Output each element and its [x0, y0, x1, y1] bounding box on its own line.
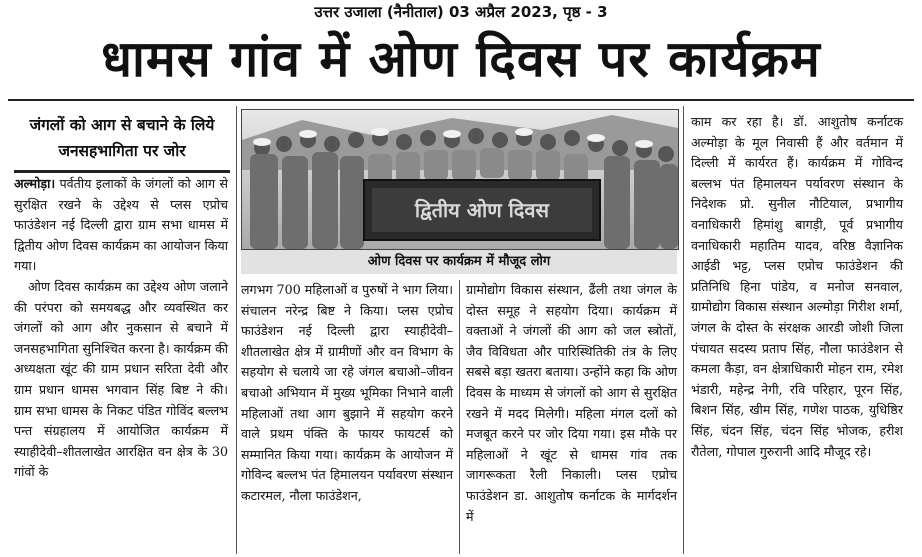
subheadline: जंगलों को आग से बचाने के लिये जनसहभागिता पर जोर — [29, 116, 215, 160]
article-column-3 — [466, 280, 677, 527]
article-column-2 — [241, 280, 453, 507]
column-divider — [236, 106, 237, 554]
masthead: उत्तर उजाला (नैनीताल) 03 अप्रैल 2023, पृष्ठ - 3 — [314, 3, 608, 21]
rally-banner — [364, 180, 600, 240]
subhead-rule — [14, 170, 230, 173]
news-photo — [241, 109, 679, 250]
banner-text: द्वितीय ओण दिवस — [414, 198, 550, 222]
headline-rule — [8, 99, 914, 101]
article-text: पर्वतीय इलाकों के जंगलों को आग से सुरक्षित रखने के उद्देश्य से प्लस एप्रोच फाउंडेशन नई दिल्ली द्वारा ग्राम सभा धामस में द्वितीय ओण दिवस कार्यक्रम का आयोजन किया गया। — [14, 176, 228, 274]
article-paragraph: ग्रामोद्योग विकास संस्थान, ढैंली तथा जंगल के दोस्त समूह ने सहयोग दिया। कार्यक्रम में वक्ताओं ने जंगलों की आग को जल स्त्रोतों, जैव विविधता और पारिस्थितिकी तंत्र के लिए सबसे बड़ा खतरा बताया। उन्होंने कहा कि ओण दिवस के माध्यम से जंगलों को आग से सुरक्षित रखने में मदद मिलेगी। महिला मंगल दलों को मजबूत करने पर जोर दिया गया। इस मौके पर महिलाओं ने खूंट से धामस गांव तक जागरूकता रैली निकाली। प्लस एप्रोच फाउंडेशन डा. आशुतोष कर्नाटक के मार्गदर्शन में — [466, 282, 677, 524]
article-column-4 — [691, 112, 903, 462]
article-paragraph: लगभग 700 महिलाओं व पुरुषों ने भाग लिया। संचालन नरेन्द्र बिष्ट ने किया। प्लस एप्रोच फाउंडेशन नई दिल्ली द्वारा स्याहीदेवी–शीतलाखेत क्षेत्र में ग्रामीणों और वन विभाग के सहयोग से चलाये जा रहे जंगल बचाओ–जीवन बचाओ अभियान में मुख्य भूमिका निभाने वाली महिलाओं तथा आग बुझाने में सहयोग करने वाले प्रथम पंक्ति के फायर फायटर्स को सम्मानित किया गया। कार्यक्रम के आयोजन में गोविन्द बल्लभ पंत हिमालयन पर्यावरण संस्थान कटारमल, नौला फाउंडेशन, — [241, 282, 453, 503]
photo-caption: ओण दिवस पर कार्यक्रम में मौजूद लोग — [241, 250, 677, 274]
column-divider — [459, 280, 460, 554]
article-paragraph: ओण दिवस कार्यक्रम का उद्देश्य ओण जलाने की परंपरा को समयबद्ध और व्यवस्थित कर जंगलों को आग और नुकसान से बचाने में जनसहभागिता सुनिश्चित करना है। कार्यक्रम की अध्यक्षता खूंट की ग्राम प्रधान सरिता देवी और ग्राम प्रधान धामस भगवान सिंह बिष्ट ने की। ग्राम सभा धामस के निकट पंडित गोविंद बल्लभ पन्त संग्रहालय में आयोजित कार्यक्रम में स्याहीदेवी–शीतलाखेत आरक्षित वन क्षेत्र के 30 गांवों के — [14, 278, 228, 480]
article-paragraph: काम कर रहा है। डॉ. आशुतोष कर्नाटक अल्मोड़ा के मूल निवासी हैं और वर्तमान में दिल्ली में कार्यरत हैं। कार्यक्रम में गोविन्द बल्लभ पंत हिमालयन पर्यावरण संस्थान के निदेशक प्रो. सुनील नौटियाल, प्रभागीय वनाधिकारी हिमांशु बागड़ी, पूर्व प्रभागीय वनाधिकारी महातिम यादव, वरिष्ठ वैज्ञानिक आईडी भट्ट, प्लस एप्रोच फाउंडेशन की प्रतिनिधि हिना पांडेय, व मनोज सनवाल, ग्रामोद्योग विकास संस्थान अल्मोड़ा गिरीश शर्मा, जंगल के दोस्त के संरक्षक आरडी जोशी जिला पंचायत सदस्य प्रताप सिंह, नौला फाउंडेशन से कमला कैड़ा, वन क्षेत्राधिकारी मोहन राम, रमेश भंडारी, महेन्द्र नेगी, रवि परिहार, पूरन सिंह, बिशन सिंह, खीम सिंह, गणेश पाठक, युधिष्ठिर सिंह, चंदन सिंह, चंदन सिंह भोजक, हरीश रौतेला, गोपाल गुरुरानी आदि मौजूद रहे। — [691, 114, 903, 459]
dateline: अल्मोड़ा। — [14, 176, 56, 191]
article-paragraph — [14, 174, 228, 277]
column-divider — [683, 106, 684, 554]
headline: धामस गांव में ओण दिवस पर कार्यक्रम — [101, 30, 821, 88]
article-column-1 — [14, 174, 228, 483]
